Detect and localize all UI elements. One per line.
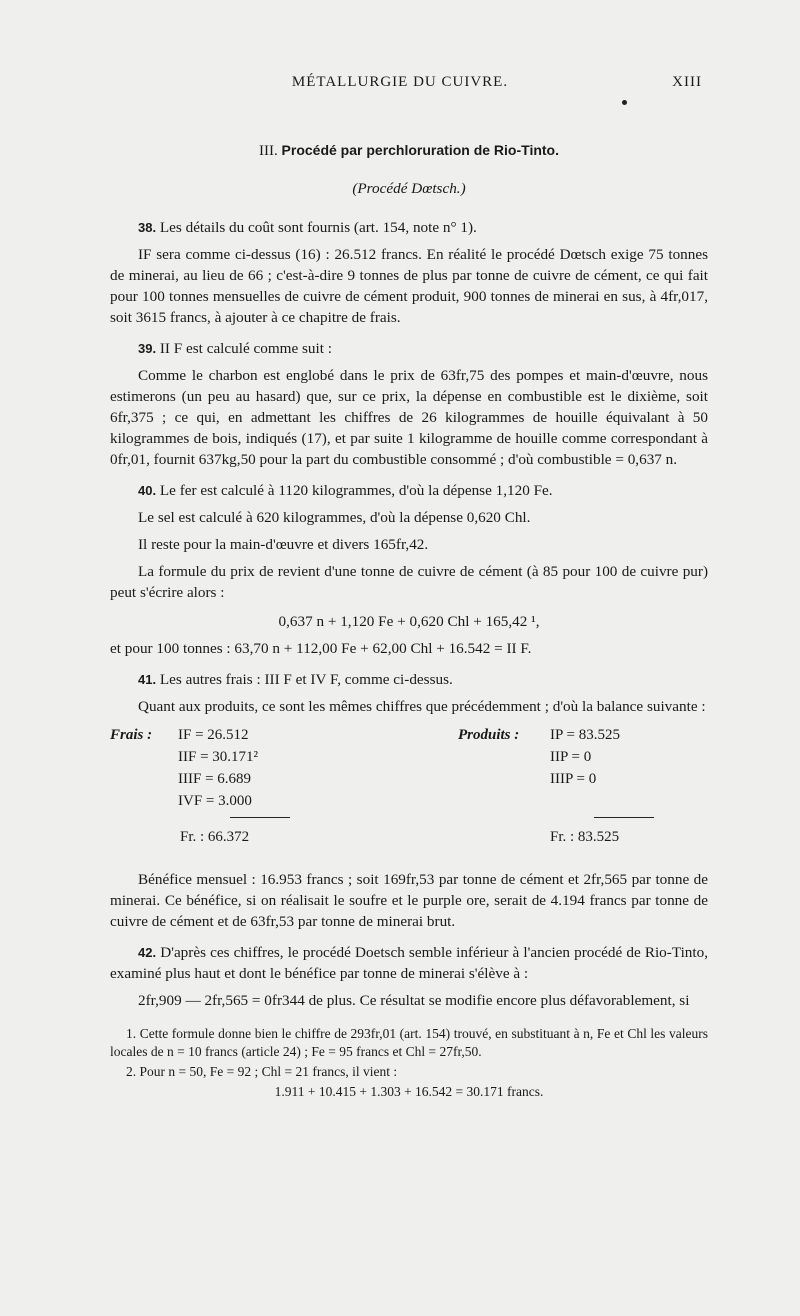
section-number: 40. xyxy=(138,483,157,498)
paragraph-text: II F est calculé comme suit : xyxy=(159,340,332,357)
section-number: 41. xyxy=(138,672,157,687)
paragraph-text: Les autres frais : III F et IV F, comme ci-dessus. xyxy=(159,671,453,688)
chapter-number: III. xyxy=(259,143,278,159)
paragraph-text: D'après ces chiffres, le procédé Doetsch semble inférieur à l'ancien procédé de Rio-Tinto, examiné plus haut et dont le bénéfice par tonne de minerai s'élève à : xyxy=(110,944,708,982)
paragraph-39 xyxy=(110,338,708,359)
produits-row: IIIP = 0 xyxy=(550,771,597,787)
page-number: XIII xyxy=(672,74,702,90)
paragraph-42 xyxy=(110,942,708,984)
chapter-heading xyxy=(110,140,708,162)
page-body xyxy=(110,140,708,1103)
running-title: MÉTALLURGIE DU CUIVRE. xyxy=(291,74,509,90)
produits-row: IIP = 0 xyxy=(550,749,592,765)
chapter-subtitle: (Procédé Dœtsch.) xyxy=(352,180,466,197)
paragraph-text: Les détails du coût sont fournis (art. 154, note n° 1). xyxy=(159,219,477,236)
section-number: 42. xyxy=(138,945,157,960)
ink-speck xyxy=(622,100,627,105)
footnote-1: 1. Cette formule donne bien le chiffre de 293fr,01 (art. 154) trouvé, en substituant à n, Fe et Chl les valeurs locales de n = 10 francs (article 24) ; Fe = 95 francs et Chl = 27fr,50. xyxy=(110,1026,708,1059)
frais-label: Frais : xyxy=(110,727,153,743)
paragraph-38 xyxy=(110,217,708,238)
paragraph: et pour 100 tonnes : 63,70 n + 112,00 Fe + 62,00 Chl + 16.542 = II F. xyxy=(110,640,532,657)
paragraph: 2fr,909 — 2fr,565 = 0fr344 de plus. Ce résultat se modifie encore plus défavorablement, si xyxy=(138,992,690,1009)
frais-row: IIIF = 6.689 xyxy=(178,771,252,787)
frais-row: IVF = 3.000 xyxy=(178,793,252,809)
paragraph-40 xyxy=(110,480,708,501)
running-header xyxy=(0,70,800,94)
paragraph: IF sera comme ci-dessus (16) : 26.512 francs. En réalité le procédé Dœtsch exige 75 tonnes de minerai, au lieu de 66 ; c'est-à-dire 9 tonnes de plus par tonne de cuivre de cément, ce qui fait pour 100 tonnes mensuelles de cuivre de cément produit, 900 tonnes de minerai en sus, à 4fr,017, soit 3615 francs, à ajouter à ce chapitre de frais. xyxy=(110,246,708,326)
produits-label: Produits : xyxy=(458,727,520,743)
paragraph-benefice: Bénéfice mensuel : 16.953 francs ; soit 169fr,53 par tonne de cément et 2fr,565 par tonne de minerai. Ce bénéfice, si on réalisait le soufre et le purple ore, serait de 4.194 francs par tonne de cuivre de cément et de 63fr,53 par tonne de minerai brut. xyxy=(110,871,708,930)
section-number: 39. xyxy=(138,341,157,356)
footnote-2-sum: 1.911 + 10.415 + 1.303 + 16.542 = 30.171 francs. xyxy=(274,1084,544,1099)
paragraph: Comme le charbon est englobé dans le prix de 63fr,75 des pompes et main-d'œuvre, nous estimerons (un peu au hasard) que, sur ce prix, la dépense en combustible est le dixième, soit 6fr,375 ; ce qui, en admettant les chiffres de 26 kilogrammes de houille équivalant à 50 kilogrammes de bois, indiqués (17), et par suite 1 kilogramme de houille comme correspondant à 0fr,01, fournit 637kg,50 pour la part du combustible consommé ; d'où combustible = 0,637 n. xyxy=(110,367,708,468)
total-rule xyxy=(594,817,654,818)
paragraph: Le sel est calculé à 620 kilogrammes, d'où la dépense 0,620 Chl. xyxy=(138,509,531,526)
chapter-title: Procédé par perchloruration de Rio-Tinto. xyxy=(281,142,559,158)
paragraph: La formule du prix de revient d'une tonne de cuivre de cément (à 85 pour 100 de cuivre pur) peut s'écrire alors : xyxy=(110,563,708,601)
paragraph: Quant aux produits, ce sont les mêmes chiffres que précédemment ; d'où la balance suivante : xyxy=(138,698,706,715)
produits-total: Fr. : 83.525 xyxy=(550,829,620,845)
paragraph-41 xyxy=(110,669,708,690)
footnotes xyxy=(110,1025,708,1101)
frais-total: Fr. : 66.372 xyxy=(180,829,250,845)
cost-formula: 0,637 n + 1,120 Fe + 0,620 Chl + 165,42 ¹, xyxy=(278,613,540,630)
frais-row: IF = 26.512 xyxy=(178,727,249,743)
footnote-2: 2. Pour n = 50, Fe = 92 ; Chl = 21 francs, il vient : xyxy=(126,1064,398,1079)
total-rule xyxy=(230,817,290,818)
paragraph-text: Le fer est calculé à 1120 kilogrammes, d'où la dépense 1,120 Fe. xyxy=(159,482,553,499)
balance-table xyxy=(110,725,708,911)
frais-row: IIF = 30.171² xyxy=(178,749,259,765)
produits-row: IP = 83.525 xyxy=(550,727,620,743)
section-number: 38. xyxy=(138,220,157,235)
paragraph: Il reste pour la main-d'œuvre et divers 165fr,42. xyxy=(138,536,429,553)
